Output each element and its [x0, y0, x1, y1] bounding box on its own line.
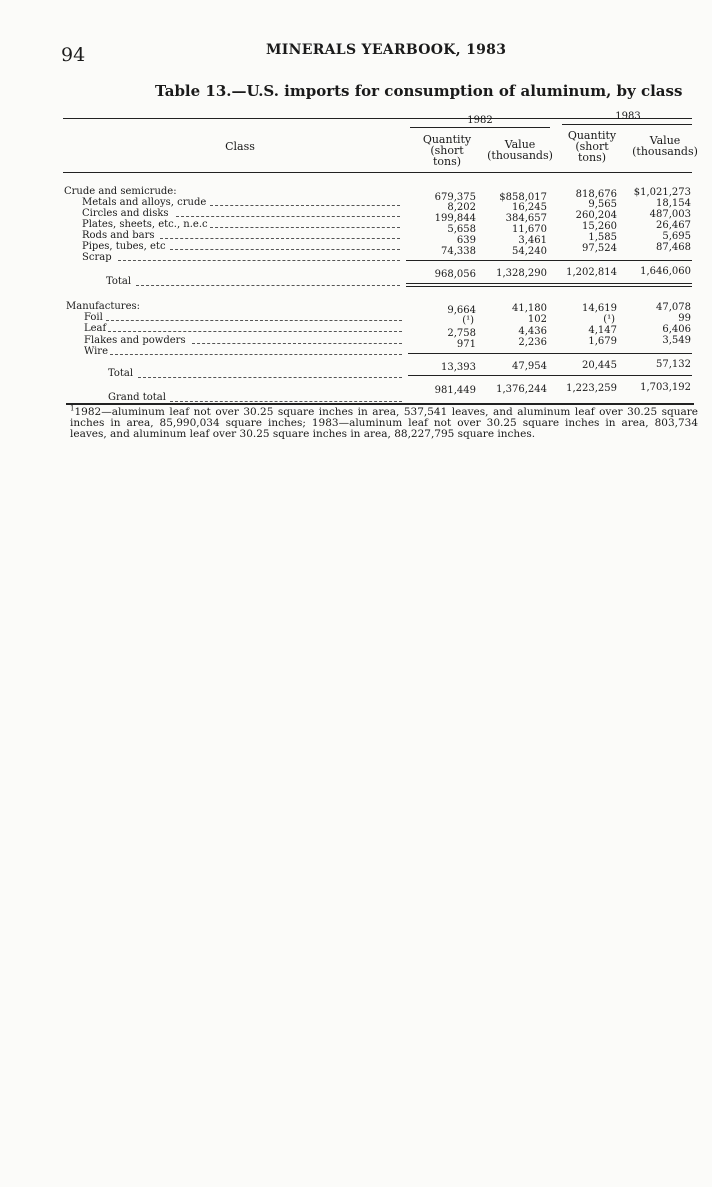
section-heading: Manufactures: [66, 301, 141, 312]
value-1982-cell: 384,657 [505, 213, 547, 224]
value-header-line: (thousands) [487, 149, 553, 162]
quantity-1982-cell: 5,658 [447, 224, 476, 235]
value-header-1983 [630, 135, 700, 157]
row-label: Flakes and powders [84, 335, 186, 346]
quantity-1983-cell: 1,585 [588, 232, 617, 243]
value-1982-cell: 102 [527, 314, 547, 325]
value-1982-cell: 41,180 [512, 303, 547, 314]
quantity-1983-total: 1,202,814 [566, 267, 617, 278]
quantity-header-line: tons) [577, 151, 607, 164]
quantity-1982-cell: 971 [456, 339, 476, 350]
value-1983-grand-total: 1,703,192 [640, 382, 691, 393]
quantity-1982-cell: 199,844 [434, 213, 476, 224]
value-1983-cell: 6,406 [662, 324, 691, 335]
subtotal-rule [408, 375, 692, 376]
quantity-1983-total: 20,445 [582, 360, 617, 371]
row-label: Wire [84, 346, 108, 357]
value-1982-total: 1,328,290 [496, 268, 547, 279]
footnote-text: 1982—aluminum leaf not over 30.25 square inches in area, 537,541 leaves, and aluminum leaf over 30.25 square inches in area, 85,990,034 square inches; 1983—aluminum leaf not over 30.25 square inches in area, 803,734 leaves, and aluminum leaf over 30.25 square inches in area, 88,227,795 square inches. [70, 406, 698, 440]
page-number: 94 [61, 44, 86, 66]
table-title: Table 13.—U.S. imports for consumption of aluminum, by class [155, 82, 683, 100]
value-1983-total: 1,646,060 [640, 266, 691, 277]
value-1982-cell: 16,245 [512, 202, 547, 213]
quantity-1982-total: 968,056 [434, 269, 476, 280]
leader-dots [118, 260, 400, 261]
value-1982-cell: 4,436 [518, 326, 547, 337]
leader-dots [192, 343, 402, 344]
section-heading: Crude and semicrude: [64, 186, 177, 197]
row-label: Plates, sheets, etc., n.e.c [82, 219, 208, 230]
quantity-1982-cell: 74,338 [441, 246, 476, 257]
value-1983-cell: 87,468 [656, 242, 691, 253]
quantity-header-line: Quantity [567, 129, 617, 142]
total-label: Total [108, 368, 134, 379]
total-double-rule [406, 286, 692, 287]
total-double-rule [406, 283, 692, 284]
quantity-1983-cell: 4,147 [588, 325, 617, 336]
quantity-1983-cell: 1,679 [588, 336, 617, 347]
grand-total-label: Grand total [108, 392, 166, 403]
quantity-1982-total: 13,393 [441, 362, 476, 373]
value-1982-cell: 11,670 [512, 224, 547, 235]
value-1983-total: 57,132 [656, 359, 691, 370]
year-1982-rule [410, 127, 550, 128]
row-label: Metals and alloys, crude [82, 197, 207, 208]
value-header-line: Value [504, 138, 536, 151]
leader-dots [108, 331, 402, 332]
quantity-1982-cell: 8,202 [447, 202, 476, 213]
value-header-1982 [484, 139, 556, 161]
row-label: Rods and bars [82, 230, 155, 241]
leader-dots [210, 205, 400, 206]
value-1982-cell: 3,461 [518, 235, 547, 246]
year-1983-rule [562, 124, 692, 125]
quantity-1982-cell: 639 [456, 235, 476, 246]
value-1983-cell: 47,078 [656, 302, 691, 313]
value-1983-cell: 487,003 [649, 209, 691, 220]
row-label: Foil [84, 312, 103, 323]
value-1982-cell: $858,017 [499, 192, 547, 203]
year-1983-label: 1983 [615, 111, 641, 122]
quantity-1983-cell: (¹) [603, 314, 615, 325]
value-header-line: (thousands) [632, 145, 698, 158]
quantity-1983-grand-total: 1,223,259 [566, 383, 617, 394]
quantity-header-line: (short [430, 144, 464, 157]
value-1983-cell: 3,549 [662, 335, 691, 346]
quantity-1983-cell: 15,260 [582, 221, 617, 232]
quantity-1983-cell: 97,524 [582, 243, 617, 254]
leader-dots [138, 377, 402, 378]
class-header: Class [225, 140, 255, 153]
quantity-1982-cell: 9,664 [447, 305, 476, 316]
table-top-rule [63, 118, 692, 119]
value-1983-cell: 18,154 [656, 198, 691, 209]
header-bottom-rule [63, 172, 692, 173]
leader-dots [210, 227, 400, 228]
value-1983-cell: 26,467 [656, 220, 691, 231]
leader-dots [170, 401, 402, 402]
quantity-1983-cell: 260,204 [575, 210, 617, 221]
total-label: Total [106, 276, 132, 287]
leader-dots [176, 216, 400, 217]
row-label: Scrap [82, 252, 112, 263]
leader-dots [110, 354, 402, 355]
quantity-header-line: tons) [432, 155, 462, 168]
quantity-header-line: (short [575, 140, 609, 153]
table-bottom-rule [66, 403, 694, 405]
subtotal-rule [406, 260, 692, 261]
leader-dots [136, 285, 400, 286]
value-header-line: Value [649, 134, 681, 147]
value-1982-cell: 54,240 [512, 246, 547, 257]
quantity-header-1982 [412, 134, 482, 167]
leader-dots [106, 320, 402, 321]
quantity-1982-cell: 2,758 [447, 328, 476, 339]
value-1982-cell: 2,236 [518, 337, 547, 348]
year-1982-label: 1982 [467, 115, 493, 126]
value-1982-grand-total: 1,376,244 [496, 384, 547, 395]
quantity-header-1983 [559, 130, 625, 163]
quantity-header-line: Quantity [422, 133, 472, 146]
quantity-1982-grand-total: 981,449 [434, 385, 476, 396]
row-label: Circles and disks [82, 208, 169, 219]
leader-dots [160, 238, 400, 239]
quantity-1983-cell: 9,565 [588, 199, 617, 210]
running-head: MINERALS YEARBOOK, 1983 [266, 42, 507, 58]
subtotal-rule [408, 353, 692, 354]
quantity-1983-cell: 818,676 [575, 189, 617, 200]
row-label: Pipes, tubes, etc [82, 241, 166, 252]
footnote [70, 404, 698, 440]
quantity-1982-cell: (¹) [462, 315, 474, 326]
quantity-1982-cell: 679,375 [434, 192, 476, 203]
value-1983-cell: 99 [678, 313, 691, 324]
value-1983-cell: $1,021,273 [633, 187, 691, 198]
footnote-mark: 1 [70, 404, 75, 413]
value-1982-total: 47,954 [512, 361, 547, 372]
row-label: Leaf [84, 323, 107, 334]
value-1983-cell: 5,695 [662, 231, 691, 242]
quantity-1983-cell: 14,619 [582, 303, 617, 314]
leader-dots [170, 249, 400, 250]
